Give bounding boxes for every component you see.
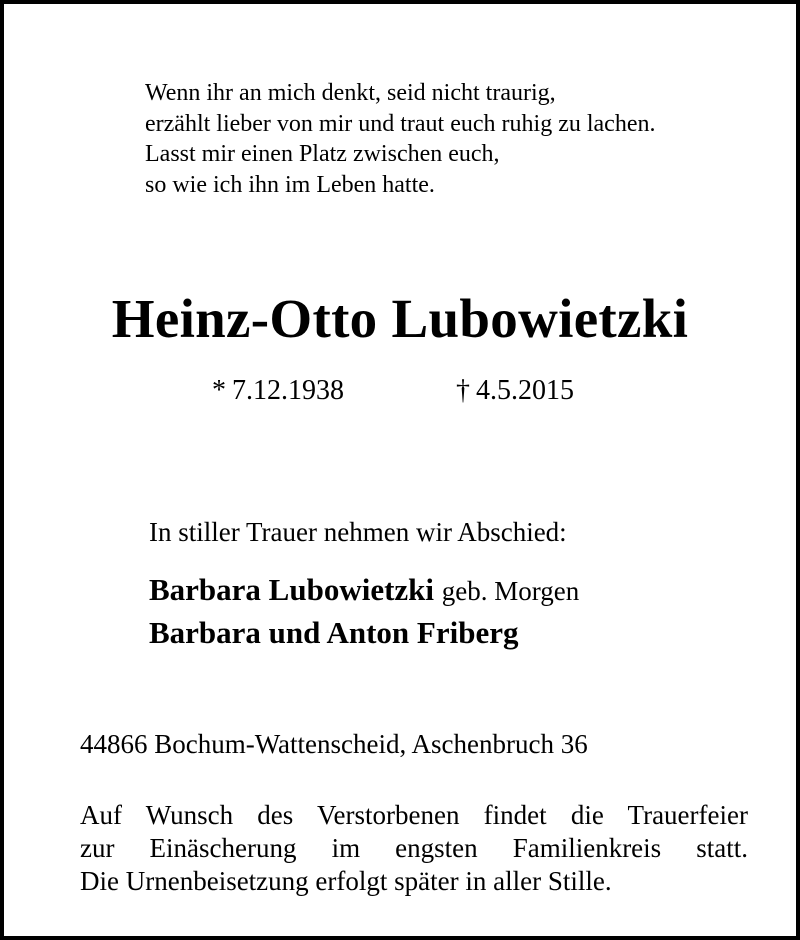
deceased-name: Heinz-Otto Lubowietzki <box>111 288 689 349</box>
maiden-name-note: geb. Morgen <box>441 576 580 606</box>
poem-line: so wie ich ihn im Leben hatte. <box>145 171 435 198</box>
death-date-line <box>456 374 574 408</box>
mourner-name: Barbara und Anton Friberg <box>149 615 519 650</box>
mourner-line <box>149 570 579 611</box>
poem-line: erzählt lieber von mir und traut euch ruhig zu lachen. <box>145 110 656 137</box>
poem-line: Wenn ihr an mich denkt, seid nicht traurig, <box>145 80 556 106</box>
poem-line: Lasst mir einen Platz zwischen euch, <box>145 141 500 167</box>
cross-icon: † <box>456 375 470 406</box>
mourner-line <box>149 613 518 653</box>
funeral-note-line: zur Einäscherung im engsten Familienkreis statt. <box>80 833 748 863</box>
funeral-note-line: Die Urnenbeisetzung erfolgt später in aller Stille. <box>80 866 612 896</box>
funeral-note <box>80 799 748 898</box>
birth-date-line <box>212 374 344 408</box>
death-date: 4.5.2015 <box>476 375 574 406</box>
mourner-name: Barbara Lubowietzki <box>149 572 435 607</box>
address: 44866 Bochum-Wattenscheid, Aschenbruch 36 <box>80 729 588 759</box>
poem <box>145 78 655 200</box>
funeral-note-line: Auf Wunsch des Verstorbenen findet die Trauerfeier <box>80 800 748 830</box>
birth-date: 7.12.1938 <box>232 375 344 406</box>
birth-symbol: * <box>212 375 226 406</box>
mourning-intro: In stiller Trauer nehmen wir Abschied: <box>149 517 567 547</box>
